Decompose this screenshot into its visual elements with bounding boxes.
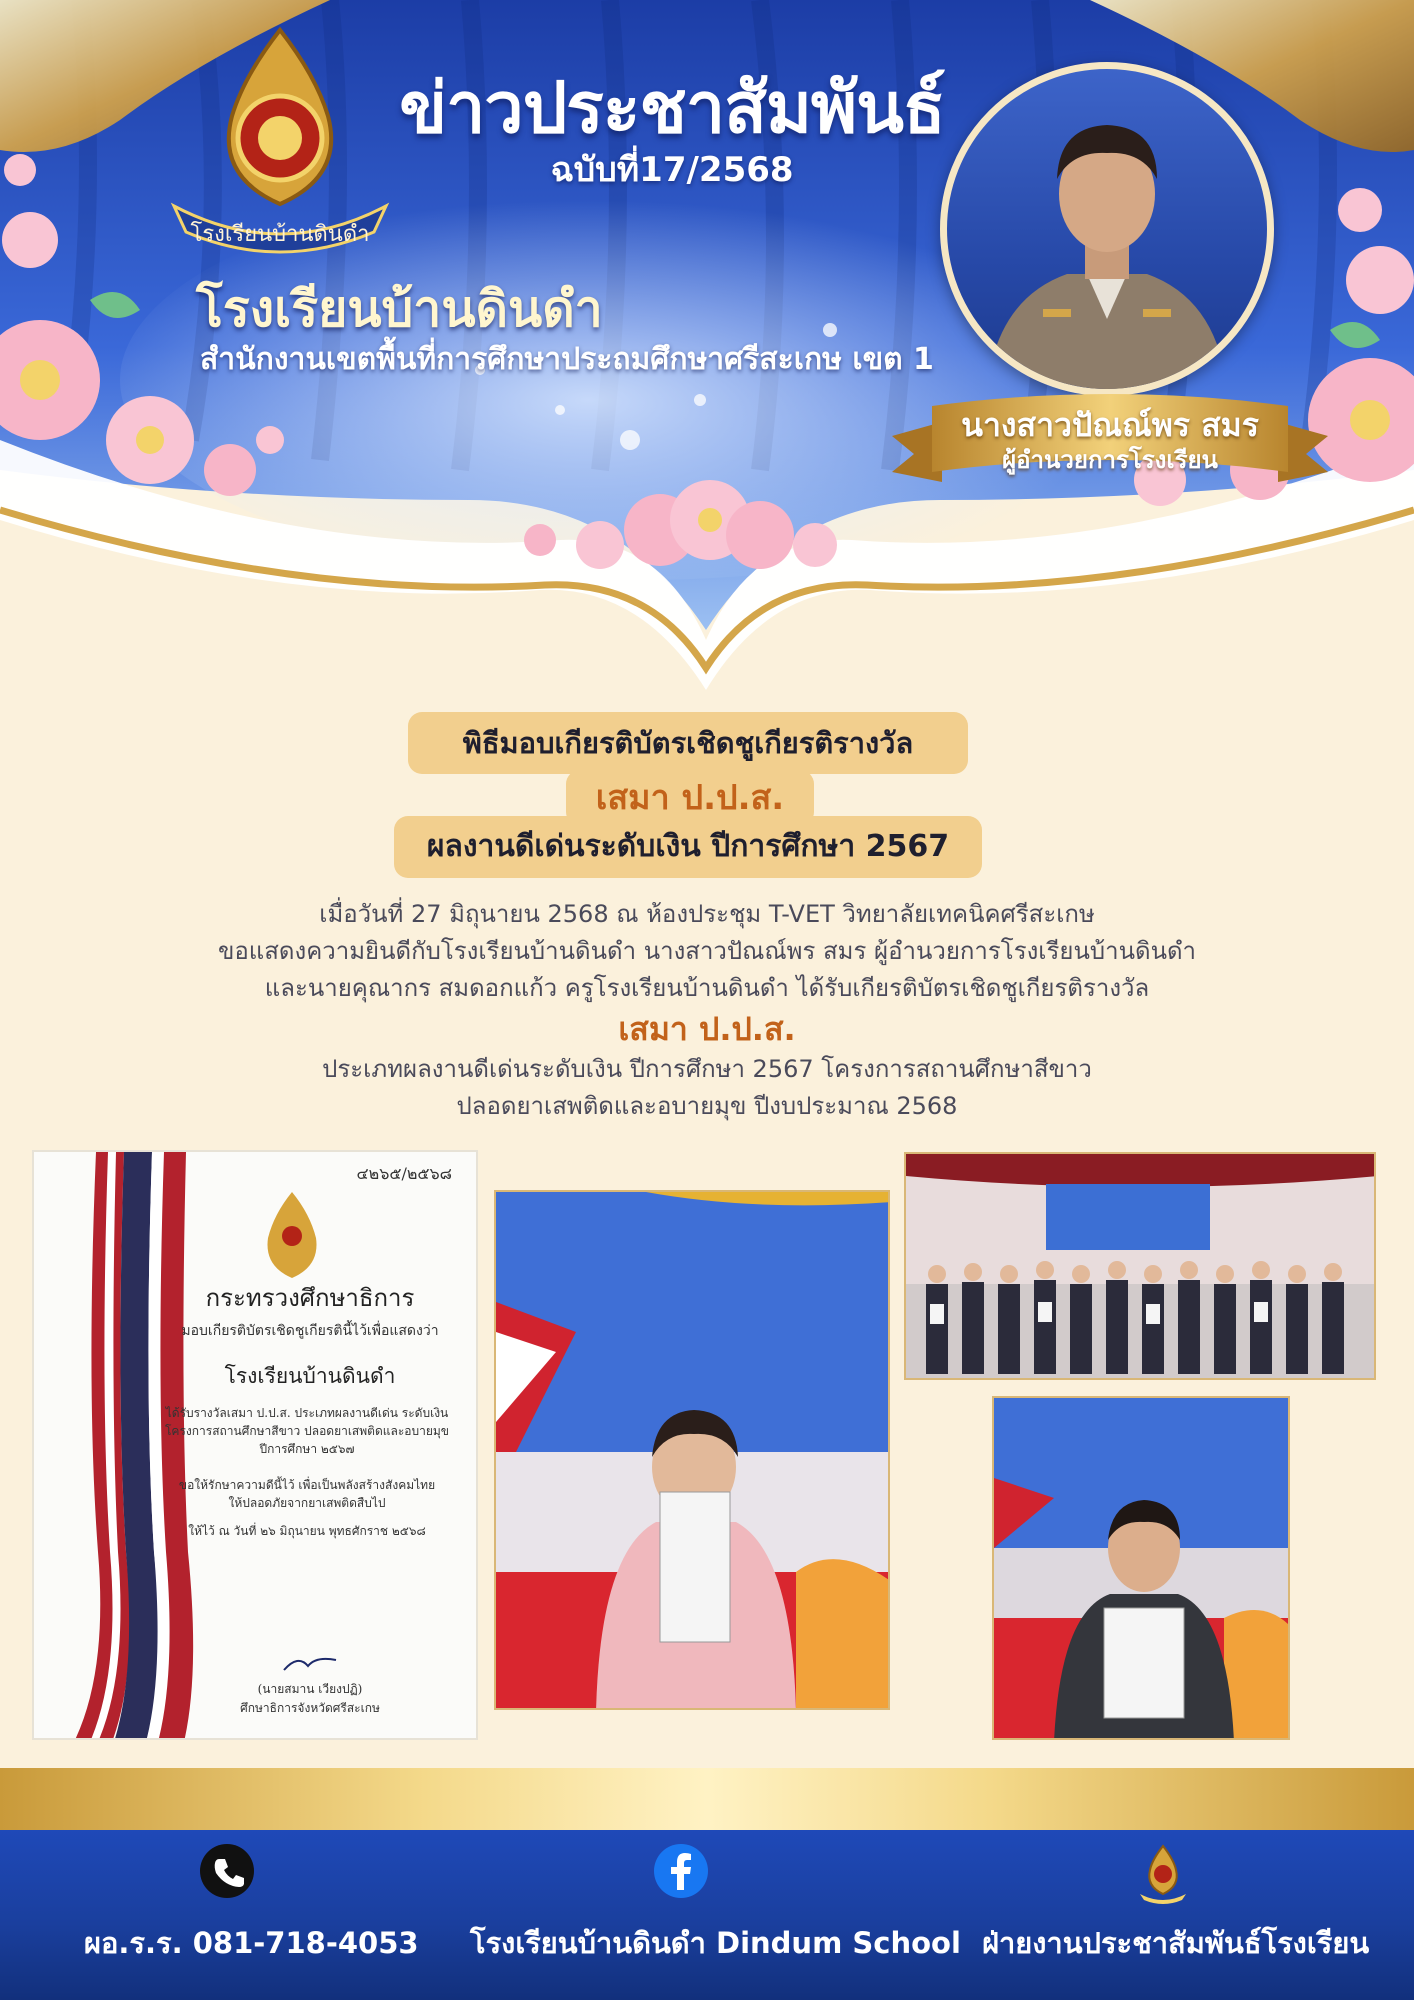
body-award-highlight: เสมา ป.ป.ส. xyxy=(618,1010,796,1048)
certificate-ministry: กระทรวงศึกษาธิการ xyxy=(205,1284,415,1312)
footer-facebook-page[interactable]: โรงเรียนบ้านดินดำ Dindum School xyxy=(470,1926,961,1960)
certificate-text: ปีการศึกษา ๒๕๖๗ xyxy=(259,1442,355,1456)
body-line: เมื่อวันที่ 27 มิถุนายน 2568 ณ ห้องประชุม T-VET วิทยาลัยเทคนิคศรีสะเกษ xyxy=(319,900,1095,928)
body-line: ปลอดยาเสพติดและอบายมุข ปีงบประมาณ 2568 xyxy=(456,1092,958,1120)
newsletter-title: ข่าวประชาสัมพันธ์ xyxy=(399,67,945,149)
education-office-name: สำนักงานเขตพื้นที่การศึกษาประถมศึกษาศรีสะเกษ เขต 1 xyxy=(200,342,934,377)
facebook-icon[interactable] xyxy=(654,1844,708,1898)
certificate-photo xyxy=(32,1150,478,1740)
certificate-number: ๔๒๖๕/๒๕๖๘ xyxy=(356,1164,452,1183)
footer-gold-band xyxy=(0,1768,1414,1830)
body-line: และนายคุณากร สมดอกแก้ว ครูโรงเรียนบ้านดินดำ ได้รับเกียรติบัตรเชิดชูเกียรติรางวัล xyxy=(264,974,1150,1002)
director-portrait xyxy=(940,62,1274,396)
certificate-text: ได้รับรางวัลเสมา ป.ป.ส. ประเภทผลงานดีเด่น ระดับเงิน xyxy=(165,1406,449,1420)
certificate-signature xyxy=(144,1652,476,1718)
director-name-ribbon xyxy=(892,386,1328,498)
school-emblem-icon xyxy=(1136,1844,1190,1898)
photo-group-ceremony xyxy=(904,1152,1376,1380)
director-role: ผู้อำนวยการโรงเรียน xyxy=(1002,446,1218,474)
footer xyxy=(0,1830,1414,2000)
footer-phone: ผอ.ร.ร. 081-718-4053 xyxy=(84,1926,419,1960)
phone-icon xyxy=(200,1844,254,1898)
signature-scribble xyxy=(280,1652,340,1674)
certificate-signer-role: ศึกษาธิการจังหวัดศรีสะเกษ xyxy=(240,1701,380,1715)
certificate-body xyxy=(138,1404,476,1540)
footer-pr-department: ฝ่ายงานประชาสัมพันธ์โรงเรียน xyxy=(982,1926,1370,1960)
headline-ceremony: พิธีมอบเกียรติบัตรเชิดชูเกียรติรางวัล xyxy=(408,712,968,774)
headline-award-name: เสมา ป.ป.ส. xyxy=(566,770,814,826)
photo-director-with-certificate xyxy=(992,1396,1290,1740)
news-body xyxy=(80,896,1334,1125)
body-line: ประเภทผลงานดีเด่นระดับเงิน ปีการศึกษา 2567 โครงการสถานศึกษาสีขาว xyxy=(322,1055,1092,1083)
logo-caption: โรงเรียนบ้านดินดำ xyxy=(190,222,370,247)
director-name: นางสาวปัณณ์พร สมร xyxy=(961,406,1259,444)
certificate-signer: (นายสมาน เวียงปฏิ) xyxy=(257,1682,363,1696)
headline-award-level: ผลงานดีเด่นระดับเงิน ปีการศึกษา 2567 xyxy=(394,816,982,878)
certificate-date: ให้ไว้ ณ วันที่ ๒๖ มิถุนายน พุทธศักราช ๒๕๖๘ xyxy=(188,1524,426,1538)
certificate-text: ขอให้รักษาความดีนี้ไว้ เพื่อเป็นพลังสร้างสังคมไทย xyxy=(178,1478,436,1492)
header-banner xyxy=(0,0,1414,720)
school-logo xyxy=(168,26,392,254)
certificate-text: ให้ปลอดภัยจากยาเสพติดสืบไป xyxy=(228,1496,386,1510)
issue-number: ฉบับที่17/2568 xyxy=(550,150,794,190)
certificate-intro: มอบเกียรติบัตรเชิดชูเกียรตินี้ไว้เพื่อแสดงว่า xyxy=(181,1323,439,1339)
photo-teacher-with-certificate xyxy=(494,1190,890,1710)
school-name: โรงเรียนบ้านดินดำ xyxy=(196,280,603,338)
body-line: ขอแสดงความยินดีกับโรงเรียนบ้านดินดำ นางสาวปัณณ์พร สมร ผู้อำนวยการโรงเรียนบ้านดินดำ xyxy=(217,937,1197,965)
certificate-school: โรงเรียนบ้านดินดำ xyxy=(224,1364,396,1388)
certificate-text: โครงการสถานศึกษาสีขาว ปลอดยาเสพติดและอบายมุข xyxy=(164,1424,449,1438)
